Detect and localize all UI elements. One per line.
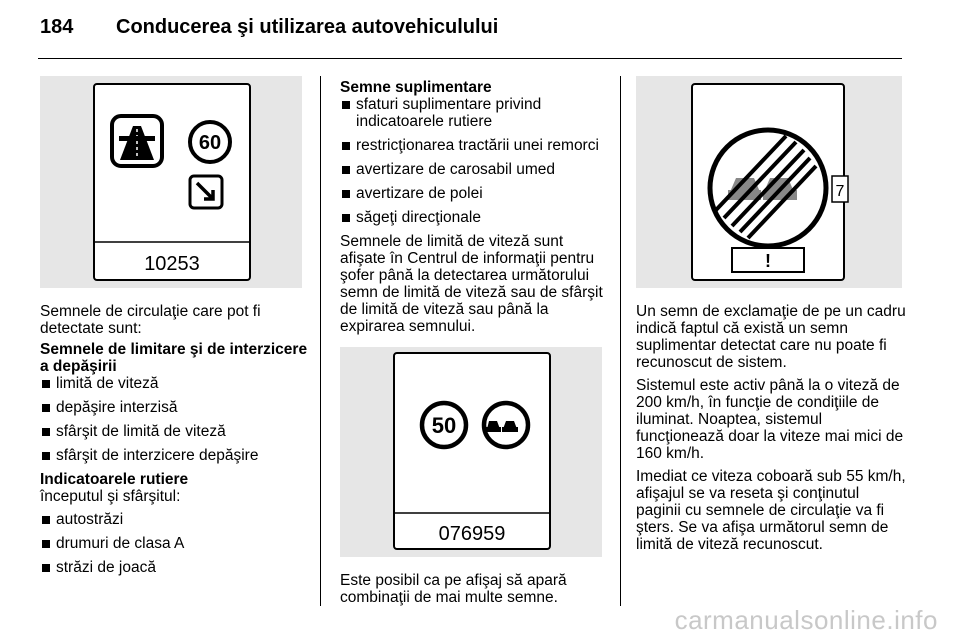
supplementary-number-icon [832,176,848,202]
list-item: sfaturi suplimentare privind indicatoarele rutiere [340,96,608,130]
bullet-icon [42,540,50,548]
bullet-icon [342,166,350,174]
list-item: avertizare de polei [340,185,608,202]
list-item: drumuri de clasa A [40,535,312,552]
list-item: săgeţi direcţionale [340,209,608,226]
column-divider-left [320,76,321,606]
supplementary-list [340,96,608,226]
limits-list [40,375,312,464]
bullet-icon [42,428,50,436]
list-item: restricţionarea tractării unei remorci [340,137,608,154]
exclamation-mark: ! [765,251,771,271]
list-item: depăşire interzisă [40,399,312,416]
bullet-icon [342,190,350,198]
list-item: avertizare de carosabil umed [340,161,608,178]
speed-limit-icon [190,122,230,162]
bullet-icon [42,452,50,460]
bullet-icon [42,564,50,572]
paragraph: Semnele de limită de viteză sunt afişate în Centrul de informaţii pentru şofer până la detectarea următorului semn de limită de viteză sau de sfârşit de limită de viteză sau până la expirarea semnului. [340,233,603,335]
section-heading-limits: Semnele de limitare şi de interzicere a depăşirii [40,341,308,375]
side-number: 7 [835,183,845,200]
column-3 [636,303,908,553]
bullet-icon [342,142,350,150]
bullet-icon [42,404,50,412]
page-title: Conducerea şi utilizarea autovehiculului [116,15,499,38]
list-item: sfârşit de interzicere depăşire [40,447,312,464]
watermark: carmanualsonline.info [674,605,938,635]
speed-limit-text: 60 [198,132,222,154]
paragraph: Imediat ce viteza coboară sub 55 km/h, afişajul se va reseta şi conţinutul paginii cu semnele de circulaţie va fi şters. Se va afişa următorul semn de limită de viteză recunoscut. [636,468,906,553]
speed-limit-text: 50 [431,413,457,438]
list-item: limită de viteză [40,375,312,392]
paragraph: Este posibil ca pe afişaj să apară combinaţii de mai multe semne. [340,572,567,606]
header-rule [38,58,902,59]
page-header [40,12,498,42]
figure-speed-and-overtaking-signs [340,347,602,557]
figure-code: 076959 [438,523,506,545]
page-number: 184 [40,15,74,38]
column-divider-right [620,76,621,606]
exclamation-frame-icon [732,248,804,272]
paragraph: Un semn de exclamaţie de pe un cadru indică faptul că există un semn suplimentar detectat care nu poate fi recunoscut de sistem. [636,303,906,371]
section-heading-road-signs: Indicatoarele rutiere [40,471,189,488]
no-overtaking-icon [484,403,528,447]
list-item: autostrăzi [40,511,312,528]
column-2-bottom [340,572,608,606]
list-item: sfârşit de limită de viteză [40,423,312,440]
paragraph: Sistemul este activ până la o viteză de 200 km/h, în funcţie de condiţiile de iluminat. Noaptea, sistemul funcţionează doar la viteze mai mici de 160 km/h. [636,377,904,462]
end-of-restriction-icon [710,130,826,246]
bullet-icon [42,516,50,524]
speed-limit-icon [422,403,466,447]
road-signs-text: începutul şi sfârşitul: [40,488,181,505]
intro-text: Semnele de circulaţie care pot fi detectate sunt: [40,303,261,337]
bullet-icon [342,214,350,222]
road-signs-list [40,511,312,576]
column-2 [340,79,608,335]
section-heading-supplementary: Semne suplimentare [340,79,492,96]
column-1 [40,303,312,583]
figure-end-of-no-overtaking-sign [636,76,902,288]
bullet-icon [42,380,50,388]
list-item: străzi de joacă [40,559,312,576]
bullet-icon [342,101,350,109]
figure-motorway-sign [40,76,302,288]
figure-code: 10253 [144,253,200,275]
